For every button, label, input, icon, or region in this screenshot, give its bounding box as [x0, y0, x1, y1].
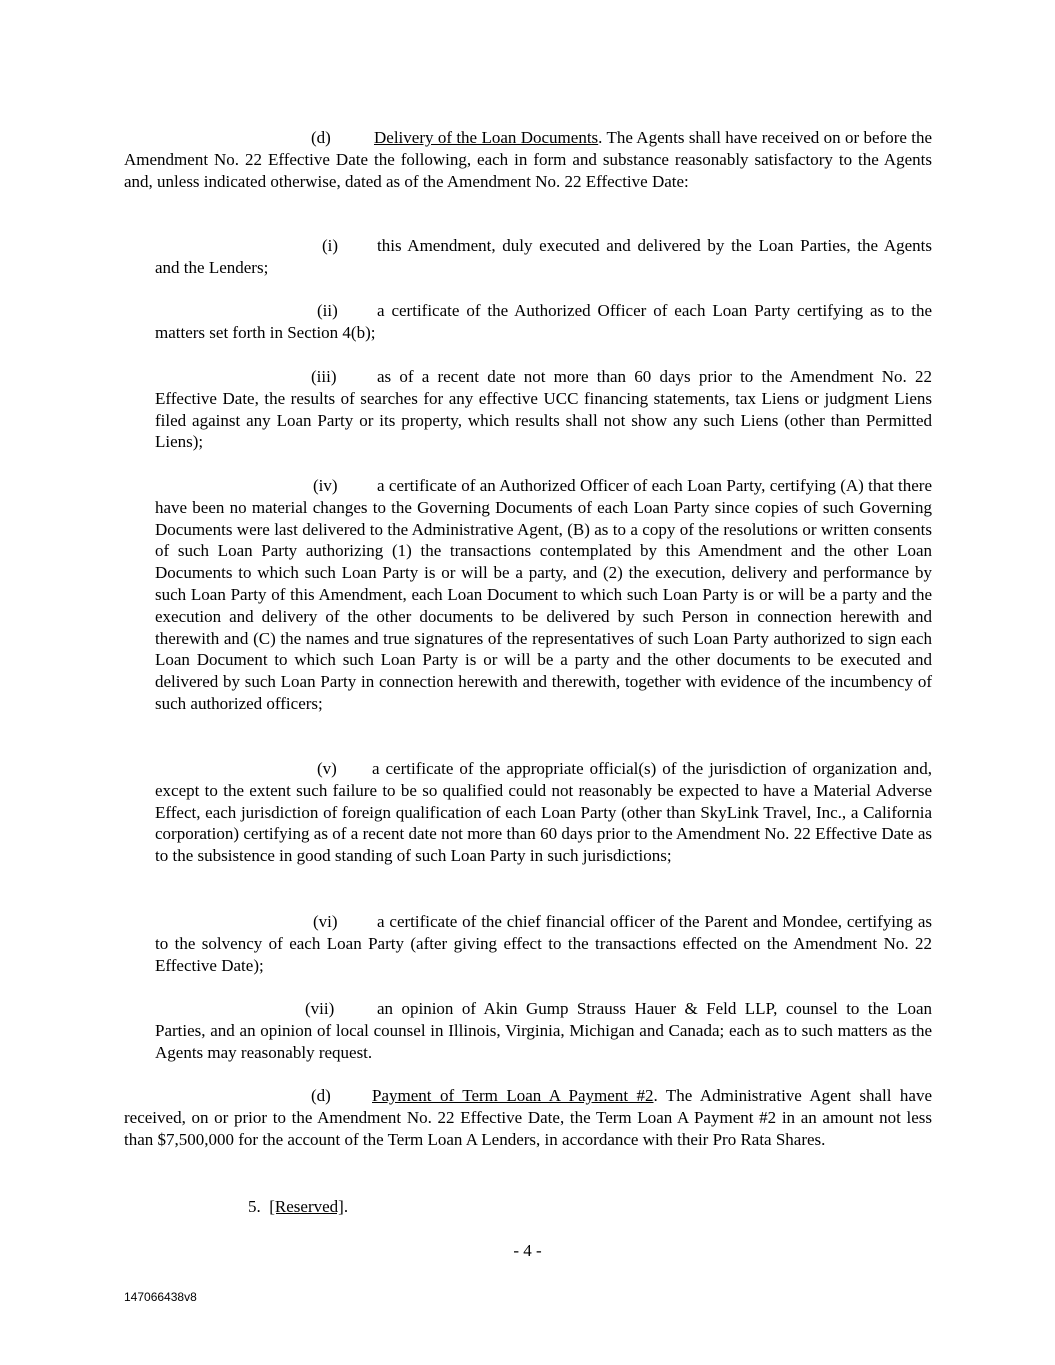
item-marker: (i)	[322, 236, 339, 255]
page-number: - 4 -	[513, 1241, 542, 1260]
item-marker: (vii)	[305, 999, 335, 1018]
item-text: a certificate of the appropriate official(s) of the jurisdiction of organization and, except to the extent such failure to be so qualified could not reasonably be expected to have a Material Adverse Effect, each jurisdiction of foreign qualification of each Loan Party (other than SkyLink Travel, Inc., a California corporation) certifying as of a recent date not more than 60 days prior to the Amendment No. 22 Effective Date as to the subsistence in good standing of such Loan Party in such jurisdictions;	[155, 759, 932, 866]
section-5-reserved	[248, 1196, 348, 1218]
section-heading: [Reserved]	[269, 1197, 344, 1216]
section-number: 5.	[248, 1197, 261, 1216]
list-item-ii	[155, 300, 932, 344]
section-marker: (d)	[311, 1086, 331, 1105]
section-d-payment	[124, 1085, 932, 1150]
item-marker: (iv)	[313, 476, 338, 495]
section-heading: Delivery of the Loan Documents	[374, 128, 599, 147]
item-text: an opinion of Akin Gump Strauss Hauer & Feld LLP, counsel to the Loan Parties, and an opinion of local counsel in Illinois, Virginia, Michigan and Canada; each as to such matters as the Agents may reasonably request.	[155, 999, 932, 1062]
item-marker: (vi)	[313, 912, 338, 931]
section-text: . The Agents shall have received on or before the Amendment No. 22 Effective Date the following, each in form and substance reasonably satisfactory to the Agents and, unless indicated otherwise, dated as of the Amendment No. 22 Effective Date:	[124, 128, 933, 191]
section-marker: (d)	[311, 128, 331, 147]
item-marker: (v)	[317, 759, 337, 778]
document-id: 147066438v8	[124, 1290, 197, 1304]
list-item-vii	[155, 998, 932, 1063]
section-text: . The Administrative Agent shall have received, on or prior to the Amendment No. 22 Effective Date, the Term Loan A Payment #2 in an amount not less than $7,500,000 for the account of the Term Loan A Lenders, in accordance with their Pro Rata Shares.	[124, 1086, 932, 1149]
item-marker: (ii)	[317, 301, 338, 320]
item-text: a certificate of an Authorized Officer of each Loan Party, certifying (A) that there have been no material changes to the Governing Documents of each Loan Party since copies of such Governing Documents were last delivered to the Administrative Agent, (B) as to a copy of the resolutions or written consents of such Loan Party authorizing (1) the transactions contemplated by this Amendment and the other Loan Documents to which such Loan Party is or will be a party, and (2) the execution, delivery and performance by such Loan Party of this Amendment, each Loan Document to which such Loan Party is or will be a party and the execution and delivery of the other documents to be delivered by such Person in connection herewith and therewith and (C) the names and true signatures of the representatives of such Loan Party authorized to sign each Loan Document to which such Loan Party is or will be a party and the other documents to be executed and delivered by such Loan Party in connection herewith and therewith, together with evidence of the incumbency of such authorized officers;	[155, 476, 932, 713]
item-text: as of a recent date not more than 60 days prior to the Amendment No. 22 Effective Date, the results of searches for any effective UCC financing statements, tax Liens or judgment Liens filed against any Loan Party or its property, which results shall not show any such Liens (other than Permitted Liens);	[155, 367, 932, 452]
list-item-iv	[155, 475, 932, 715]
list-item-v	[155, 758, 932, 867]
list-item-i	[155, 235, 932, 279]
item-text: a certificate of the chief financial officer of the Parent and Mondee, certifying as to the solvency of each Loan Party (after giving effect to the transactions effected on the Amendment No. 22 Effective Date);	[155, 912, 932, 975]
item-text: a certificate of the Authorized Officer of each Loan Party certifying as to the matters set forth in Section 4(b);	[155, 301, 932, 342]
list-item-iii	[155, 366, 932, 453]
section-heading: Payment of Term Loan A Payment #2	[372, 1086, 654, 1105]
section-suffix: .	[343, 1197, 349, 1216]
section-d-delivery	[124, 127, 932, 192]
item-text: this Amendment, duly executed and delivered by the Loan Parties, the Agents and the Lenders;	[155, 236, 932, 277]
list-item-vi	[155, 911, 932, 976]
item-marker: (iii)	[311, 367, 337, 386]
